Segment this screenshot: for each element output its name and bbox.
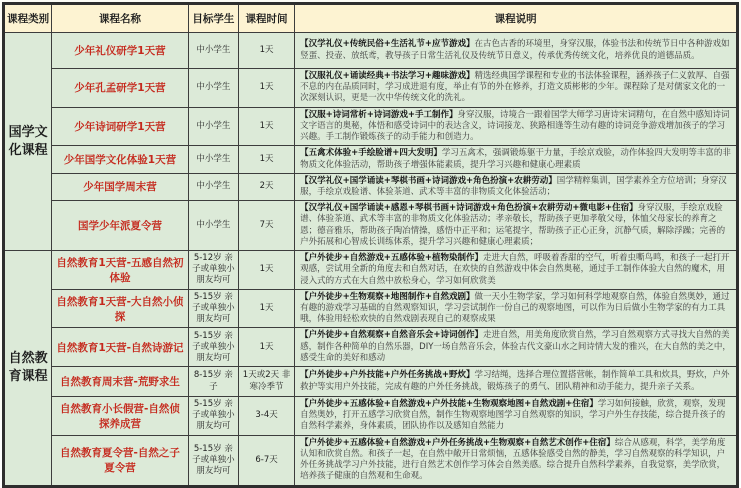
course-name: 自然教育1天营-自然诗游记 — [52, 328, 189, 367]
course-time: 1天 — [238, 328, 294, 367]
course-description — [295, 328, 738, 367]
description-text: 精选经典国学课程和专业的书法体验课程，涵养孩子仁义敦厚、自强不息的内在品质同时，学习成进退有度，举止有节的外在修养，打造文质彬彬的少年。课程除了是对儒家文化的一次深刻认识，更是一次中华传统文化的洗礼。 — [300, 71, 730, 104]
description-text: 学习五禽术，强调锻炼躯干力量，手绘京戏脸，动作体验四大发明等丰富的非物质文化体验活动，帮助孩子增强体能素质，提升学习兴趣和健康心理素质 — [300, 148, 731, 170]
description-text: 学习结绳，选择合理位置搭营帐，制作简单工具和炊具，野炊，户外救护等实用户外技能，完成有趣的户外任务挑战，锻炼孩子的勇气、团队精神和动手能力，提升亲子关系。 — [300, 370, 730, 392]
course-time: 1天 — [238, 107, 294, 146]
target-student: 中小学生 — [188, 69, 238, 108]
course-time: 6-7天 — [238, 435, 294, 486]
course-name: 少年礼仪研学1天营 — [52, 33, 189, 69]
course-time: 3-4天 — [238, 397, 294, 436]
description-text: 走进自然，用美角度欣赏自然，学习自然观察方式寻找大自然的美感，制作各种简单的自然乐器，DIY一场自然音乐会，体验古代文豪山水之间诗情大发的雅兴，在大自然的美之中，感受生命的美好和感动 — [300, 330, 731, 363]
description-highlights: 【户外徒步+户外技能+户外任务挑战+野炊】 — [300, 370, 475, 381]
description-text: 身穿汉服，诗境合一跟着国学大师学习唐诗宋词精句，在自然中感知诗词文字语言的奥秘，体悟和感受诗词中的表达含义，诗词接龙、狭路相逢等生动有趣的诗词竞争游戏增加孩子的学习兴趣。手工制作锻炼孩子的动手能力和创造力。 — [300, 109, 730, 143]
table-row — [4, 146, 738, 173]
description-highlights: 【汉学礼仪+国学诵读+感恩+琴棋书画+诗词游戏+角色扮演+农耕劳动+微电影+住宿】 — [300, 203, 638, 214]
target-student: 5-15岁 亲子或单独小朋友均可 — [188, 328, 238, 367]
course-description — [295, 397, 738, 436]
table-row — [4, 328, 738, 367]
course-time: 1天 — [238, 251, 294, 290]
table-row — [4, 69, 738, 108]
target-student: 5-15岁 亲子或单独小朋友均可 — [188, 397, 238, 436]
course-name: 自然教育周末营-荒野求生 — [52, 367, 189, 397]
course-name: 自然教育1天营-五感自然初体验 — [52, 251, 189, 290]
header-course-time: 课程时间 — [238, 4, 294, 33]
description-text: 国学精粹集训，国学素养全方位培训；身穿汉服，手绘京戏脸谱、体验茶道、武术等丰富的非物质文化体验活动； — [300, 175, 727, 197]
description-highlights: 【户外徒步+五感体验+自然游戏+户外技能+生物观察地图+自然戏剧+住宿】 — [300, 399, 598, 410]
course-description — [295, 251, 738, 290]
table-row — [4, 367, 738, 397]
course-description — [295, 33, 738, 69]
target-student: 5-15岁 亲子或单独小朋友均可 — [188, 435, 238, 486]
course-name: 自然教育夏令营-自然之子夏令营 — [52, 435, 189, 486]
course-time: 2天 — [238, 173, 294, 200]
course-description — [295, 107, 738, 146]
course-description — [295, 435, 738, 486]
category-label-nature: 自然教育课程 — [4, 251, 52, 487]
course-time: 1天 — [238, 289, 294, 328]
course-name: 少年诗词研学1天营 — [52, 107, 189, 146]
table-row — [4, 33, 738, 69]
target-student: 5-15岁 亲子或单独小朋友均可 — [188, 289, 238, 328]
course-time: 1天 — [238, 33, 294, 69]
description-highlights: 【户外徒步+生物观察+地图制作+自然戏剧】 — [300, 291, 475, 302]
course-time: 1天 — [238, 146, 294, 173]
course-description — [295, 173, 738, 200]
target-student: 中小学生 — [188, 33, 238, 69]
category-label-guoxue: 国学文化课程 — [4, 33, 52, 251]
course-name: 自然教育1天营-大自然小侦探 — [52, 289, 189, 328]
course-name: 少年国学文化体验1天营 — [52, 146, 189, 173]
description-highlights: 【户外徒步+五感体验+自然游戏+户外任务挑战+生物观察+自然艺术创作+住宿】 — [300, 437, 615, 448]
course-time: 1天或2天 非寒冷季节 — [238, 367, 294, 397]
target-student: 8-15岁 亲子 — [188, 367, 238, 397]
description-text: 身穿汉服，手绘京戏脸谱、体验茶道、武术等丰富的非物质文化体验活动；孝亲敬长，帮助孩子更加孝敬父母，体恤父母家长的养育之恩；德音雅乐，帮助孩子陶冶情操，感悟中正平和；运笔提字，帮助孩子正心正身，沉静气质，解除浮躁；完善的户外拓展和心智成长训练体系，提升学习兴趣和健康心理素质； — [300, 203, 726, 247]
header-category: 课程类别 — [4, 4, 52, 33]
course-description — [295, 289, 738, 328]
course-name: 少年孔孟研学1天营 — [52, 69, 189, 108]
description-text: 学习如何接触，欣赏，观察，发现自然奥妙，打开五感学习欣赏自然，制作生物观察地图学习自然观察的知识，学习户外生存技能，综合提升孩子的自然科学素养，身体素质，团队协作以及感知自然能力 — [300, 399, 726, 432]
target-student: 中小学生 — [188, 201, 238, 251]
course-description — [295, 69, 738, 108]
description-text: 综合从感观，科学，美学角度认知和欣赏自然。和孩子一起，在自然中敞开日常烦恼，五感体验感受自然的静美，学习自然观察的科学知识，户外任务挑战学习户外技能，进行自然艺术创作学习体会自然美感。综合提升自然科学素养，自我觉察，美学欣赏，培养孩子健康的自然观和生命观。 — [300, 437, 726, 482]
target-student: 中小学生 — [188, 173, 238, 200]
description-text: 做一天小生物学家，学习如何科学地观察自然，体验自然奥妙，通过有趣的游戏学习基础的自然观察知识，学习尝试制作一份自己的观察地图，可以作为日后做小生物学家的有力工具哦，体验用轻松欢快的自然戏剧表现自己的观察成果 — [300, 291, 730, 325]
course-name: 少年国学周末营 — [52, 173, 189, 200]
target-student: 5-12岁 亲子或单独小朋友均可 — [188, 251, 238, 290]
description-highlights: 【户外徒步+自然游戏+五感体验+植物染制作】 — [300, 253, 484, 264]
course-name: 自然教育小长假营-自然侦探养成营 — [52, 397, 189, 436]
description-highlights: 【户外徒步+自然观察+自然音乐会+诗词创作】 — [300, 330, 484, 341]
course-description — [295, 146, 738, 173]
description-highlights: 【汉学礼仪+国学诵读+琴棋书画+诗词游戏+角色扮演+农耕劳动】 — [300, 175, 557, 186]
table-row — [4, 289, 738, 328]
course-time: 7天 — [238, 201, 294, 251]
header-course-name: 课程名称 — [52, 4, 189, 33]
description-text: 走进大自然，呼吸着香甜的空气，听着虫嘶鸟鸣，和孩子一起打开观感，尝试用全新的角度去和自然对话，在欢快的自然游戏中体会自然奥秘，通过手工制作体验大自然的魔术，用浸入式的方式在大自然中放松身心，学习如何欣赏美 — [300, 253, 730, 286]
course-name: 国学少年派夏令营 — [52, 201, 189, 251]
course-description — [295, 201, 738, 251]
table-row — [4, 435, 738, 486]
header-row — [4, 4, 738, 33]
target-student: 中小学生 — [188, 146, 238, 173]
table-row — [4, 107, 738, 146]
table-row — [4, 251, 738, 290]
table-row — [4, 201, 738, 251]
table-row — [4, 173, 738, 200]
header-course-desc: 课程说明 — [295, 4, 738, 33]
description-text: 在古色古香的环境里，身穿汉服，体验书法和传统节日中各种游戏如竖蛋、投壶、放纸鸢，教导孩子日常生活礼仪及传统节日意义，传承优秀传统文化，培养优良的道德品质。 — [300, 39, 730, 61]
description-highlights: 【汉服礼仪+诵读经典+书法学习+趣味游戏】 — [300, 71, 475, 81]
course-schedule-table — [2, 2, 739, 488]
course-description — [295, 367, 738, 397]
target-student: 中小学生 — [188, 107, 238, 146]
description-highlights: 【汉服+诗词常析+诗词游戏+手工制作】 — [300, 109, 458, 120]
course-time: 1天 — [238, 69, 294, 108]
description-highlights: 【汉学礼仪+传统民俗+生活礼节+应节游戏】 — [300, 39, 475, 50]
description-highlights: 【五禽术体验+手绘脸谱+四大发明】 — [300, 148, 442, 159]
header-target-student: 目标学生 — [188, 4, 238, 33]
table-row — [4, 397, 738, 436]
